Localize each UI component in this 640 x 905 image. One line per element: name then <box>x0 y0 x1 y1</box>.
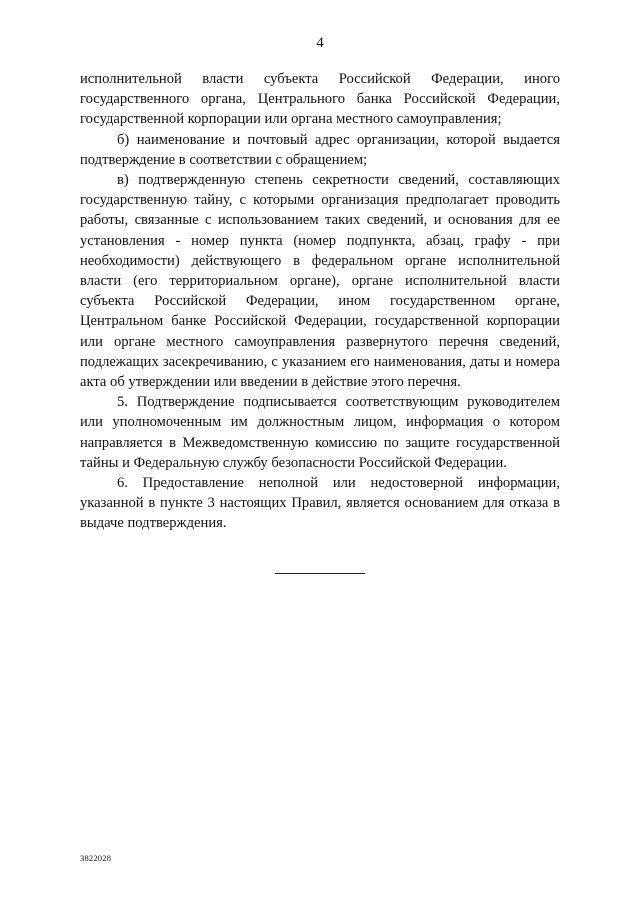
paragraph-item-v: в) подтвержденную степень секретности сведений, составляющих государственную тайну, с которыми организация предполагает проводить работы, связанные с использованием таких сведений, и основания для ее установления - номер пункта (номер подпункта, абзац, графу - при необходимости) действующего в федеральном органе исполнительной власти (его территориальном органе), органе исполнительной власти субъекта Российской Федерации, ином государственном органе, Центральном банке Российской Федерации, государственной корпорации или органе местного самоуправления развернутого перечня сведений, подлежащих засекречиванию, с указанием его наименования, даты и номера акта об утверждении или введении в действие этого перечня. <box>80 172 560 391</box>
end-of-document-rule <box>275 573 365 574</box>
paragraph-item-b: б) наименование и почтовый адрес организации, которой выдается подтверждение в соответствии с обращением; <box>80 131 560 168</box>
paragraph-continuation: исполнительной власти субъекта Российской Федерации, иного государственного органа, Центрального банка Российской Федерации, государственной корпорации или органа местного самоуправления; <box>80 71 560 128</box>
document-code: 3822028 <box>80 853 112 863</box>
page-number: 4 <box>316 35 324 51</box>
paragraph-clause-5: 5. Подтверждение подписывается соответствующим руководителем или уполномоченным им должностным лицом, информация о котором направляется в Межведомственную комиссию по защите государственной тайны и Федеральную службу безопасности Российской Федерации. <box>80 394 560 471</box>
document-body <box>80 69 560 534</box>
paragraph-clause-6: 6. Предоставление неполной или недостоверной информации, указанной в пункте 3 настоящих Правил, является основанием для отказа в выдаче подтверждения. <box>80 475 560 532</box>
